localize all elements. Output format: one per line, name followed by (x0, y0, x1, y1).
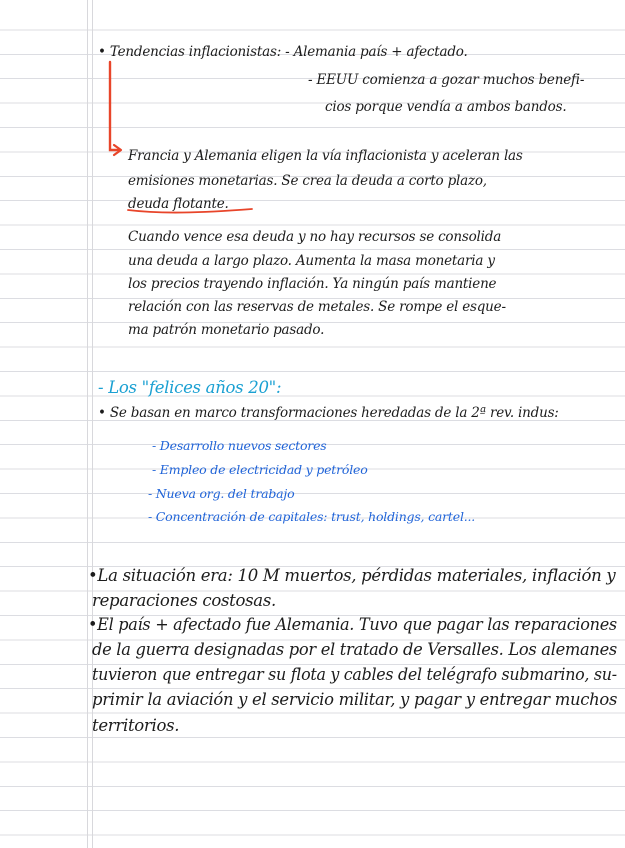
felices-heading: - Los "felices años 20": (98, 378, 282, 397)
intro-line-2: - EEUU comienza a gozar muchos benefi- (308, 72, 585, 88)
block-a-line-1: Francia y Alemania eligen la vía inflacionista y aceleran las (128, 148, 523, 164)
situacion-line-4: de la guerra designadas por el tratado de Versalles. Los alemanes (92, 640, 617, 659)
intro-line-3: cios porque vendía a ambos bandos. (325, 99, 567, 115)
intro-text: Tendencias inflacionistas: - Alemania país + afectado. (109, 44, 468, 60)
red-bracket-arrow (110, 62, 120, 150)
situacion-line-6: primir la aviación y el servicio militar, y pagar y entregar muchos (92, 690, 618, 709)
margin-line (87, 0, 88, 848)
situacion-line-1: •La situación era: 10 M muertos, pérdidas materiales, inflación y (88, 566, 616, 585)
block-a-line-3: deuda flotante. (128, 196, 229, 212)
felices-item-2: - Empleo de electricidad y petróleo (152, 462, 368, 477)
block-b-line-4: relación con las reservas de metales. Se rompe el esque- (128, 299, 506, 315)
bullet: • (98, 44, 106, 60)
block-b-line-1: Cuando vence esa deuda y no hay recursos se consolida (128, 229, 502, 245)
felices-item-1: - Desarrollo nuevos sectores (152, 438, 327, 453)
situacion-line-3: •El país + afectado fue Alemania. Tuvo que pagar las reparaciones (88, 615, 617, 634)
intro-line-1 (98, 44, 468, 60)
block-b-line-3: los precios trayendo inflación. Ya ningún país mantiene (128, 276, 497, 292)
felices-item-3: - Nueva org. del trabajo (148, 486, 295, 501)
block-a-line-2: emisiones monetarias. Se crea la deuda a corto plazo, (128, 173, 487, 189)
situacion-line-5: tuvieron que entregar su flota y cables del telégrafo submarino, su- (92, 665, 617, 684)
red-arrowhead (114, 145, 121, 155)
situacion-line-2: reparaciones costosas. (92, 591, 276, 610)
felices-bullet-line: • Se basan en marco transformaciones heredadas de la 2ª rev. indus: (98, 405, 559, 421)
situacion-line-7: territorios. (92, 716, 180, 735)
felices-item-4: - Concentración de capitales: trust, holdings, cartel... (148, 509, 476, 524)
block-b-line-2: una deuda a largo plazo. Aumenta la masa monetaria y (128, 253, 495, 269)
block-b-line-5: ma patrón monetario pasado. (128, 322, 325, 338)
